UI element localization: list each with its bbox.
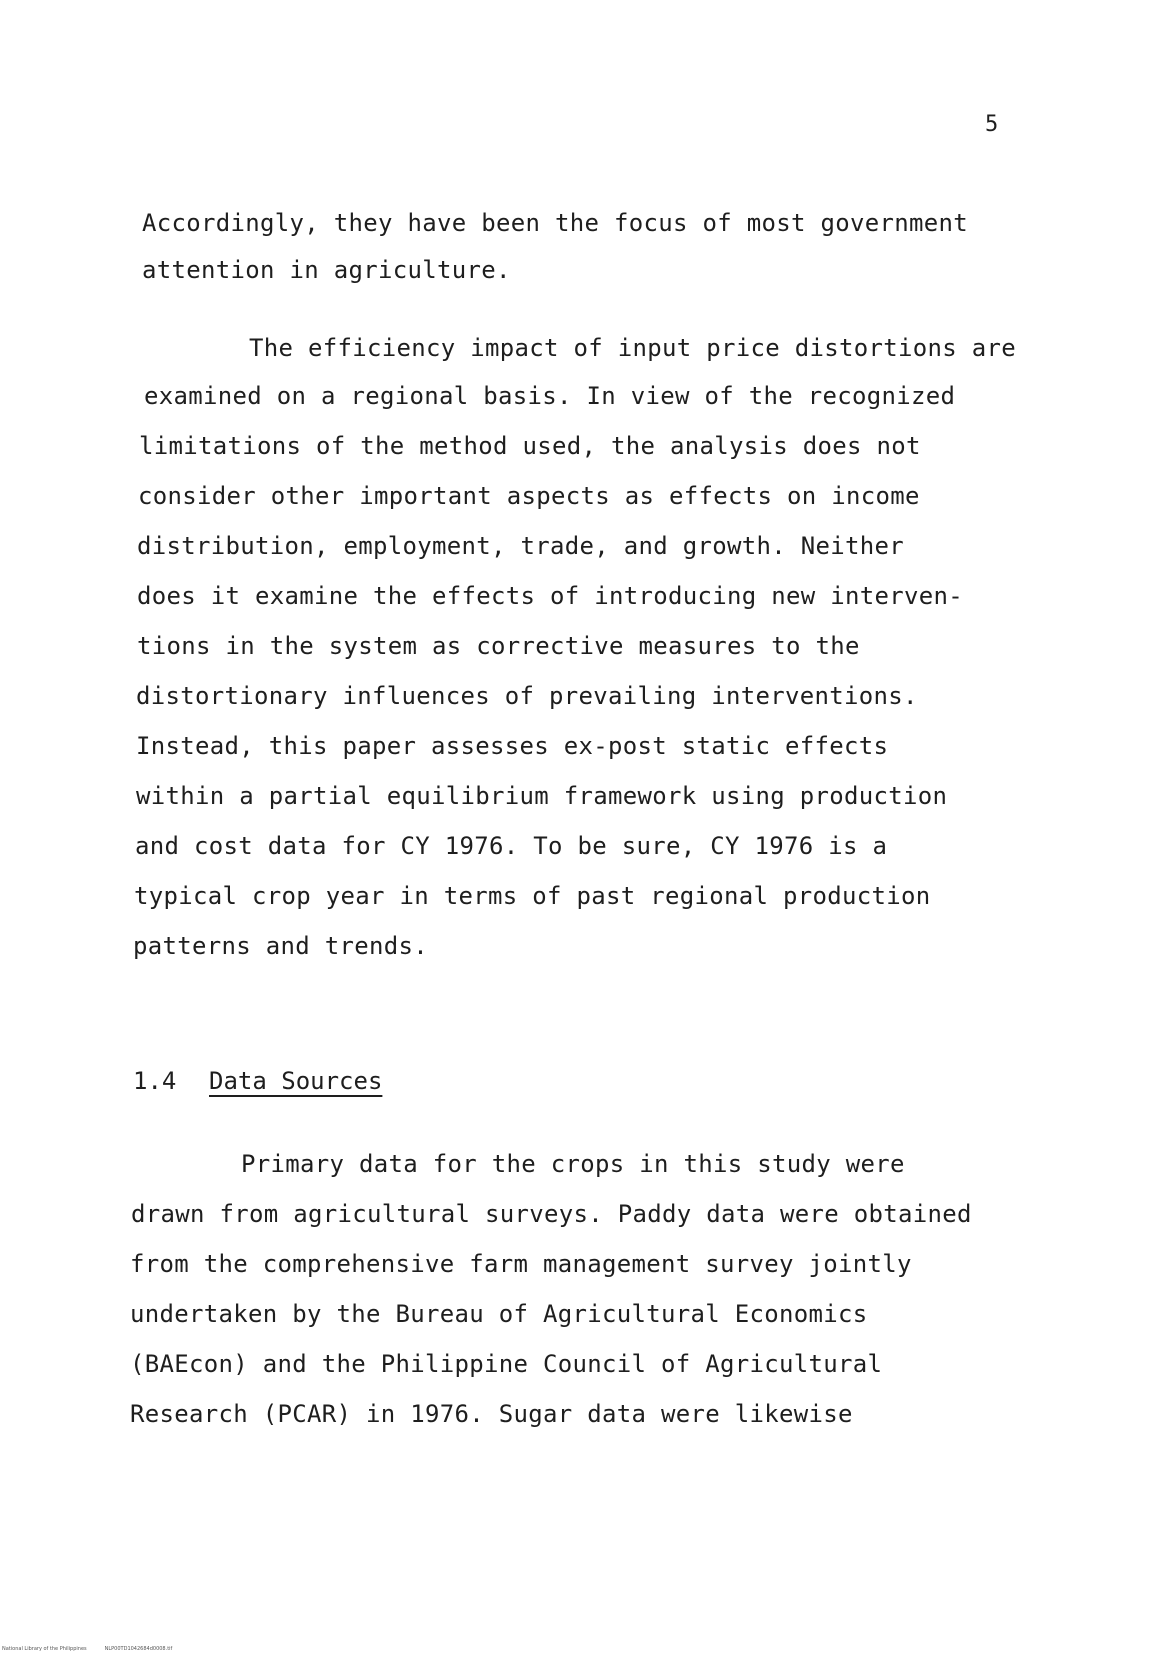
paragraph-2-line: typical crop year in terms of past regional production	[134, 882, 931, 910]
page-number: 5	[985, 112, 999, 137]
paragraph-2-line: distortionary influences of prevailing interventions.	[136, 682, 918, 710]
paragraph-2-line: distribution, employment, trade, and growth. Neither	[137, 532, 904, 560]
paragraph-2-line: limitations of the method used, the analysis does not	[139, 432, 921, 460]
footer-library-label: National Library of the Philippines	[2, 1646, 87, 1652]
paragraph-1-line: Accordingly, they have been the focus of most government	[142, 209, 968, 237]
section-number: 1.4	[133, 1067, 177, 1095]
footer-file-label: NLP00TD1042684d0008.tif	[104, 1646, 173, 1652]
paragraph-3-line: Primary data for the crops in this study were	[241, 1150, 905, 1178]
scan-footer	[2, 1646, 172, 1653]
paragraph-3-line: undertaken by the Bureau of Agricultural Economics	[130, 1300, 868, 1328]
paragraph-2-line: does it examine the effects of introducing new interven-	[137, 582, 963, 610]
paragraph-3-line: drawn from agricultural surveys. Paddy data were obtained	[131, 1200, 972, 1228]
paragraph-1-line: attention in agriculture.	[142, 256, 511, 284]
paragraph-2-line: within a partial equilibrium framework using production	[136, 782, 948, 810]
paragraph-2-line: tions in the system as corrective measures to the	[137, 632, 860, 660]
paragraph-3-line: (BAEcon) and the Philippine Council of Agricultural	[130, 1350, 883, 1378]
paragraph-2-line: and cost data for CY 1976. To be sure, CY 1976 is a	[135, 832, 888, 860]
paragraph-2-line: The efficiency impact of input price distortions are	[249, 334, 1016, 362]
paragraph-2-line: patterns and trends.	[133, 932, 428, 960]
paragraph-2-line: consider other important aspects as effects on income	[138, 482, 920, 510]
paragraph-3-line: from the comprehensive farm management survey jointly	[130, 1250, 912, 1278]
section-title: Data Sources	[209, 1067, 383, 1095]
paragraph-2-line: examined on a regional basis. In view of the recognized	[144, 382, 956, 410]
paragraph-2-line: Instead, this paper assesses ex-post static effects	[136, 732, 889, 760]
paragraph-3-line: Research (PCAR) in 1976. Sugar data were likewise	[130, 1400, 853, 1428]
section-heading	[133, 1066, 382, 1096]
